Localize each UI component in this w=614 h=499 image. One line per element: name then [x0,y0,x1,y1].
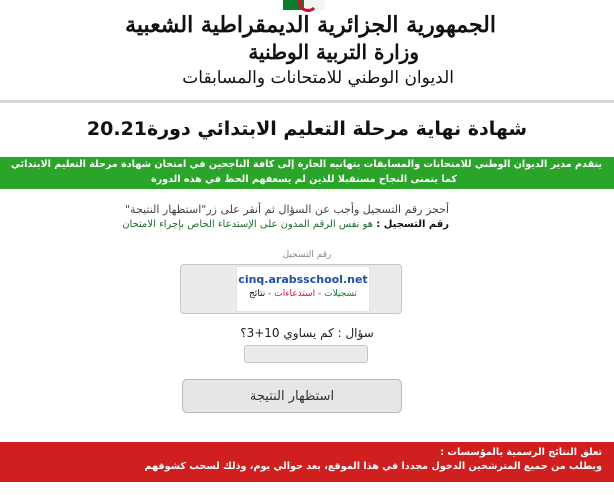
watermark-logo [236,266,370,312]
header-divider [0,100,614,103]
congrats-line-2: كما يتمنى النجاح مستقبلا للذين لم يسعفهم الحظ في هذه الدورة [150,174,457,185]
watermark-registrations: تسجيلات [324,289,357,299]
footer-line-2: ويطلب من جميع المترشحين الدخول مجددا في هذا الموقع، بعد حوالي يوم، وذلك لسحب كشوفهم [144,461,602,472]
header-republic: الجمهورية الجزائرية الديمقراطية الشعبية [125,12,496,38]
watermark-links [237,289,369,299]
watermark-convocations: استدعاءات [274,289,316,299]
captcha-question: سؤال : كم يساوي 10+3؟ [240,326,374,340]
congrats-line-1: يتقدم مدير الديوان الوطني للامتحانات والمسابقات بتهانيه الحارة إلى كافة الناجحين في امتحان شهادة مرحلة التعليم الابتدائي [10,159,602,170]
footer-line-1: تعلق النتائج الرسمية بالمؤسسات : [440,447,602,458]
watermark-results: نتائج [249,289,266,299]
algeria-flag-icon [283,0,325,10]
instructions-text: أحجز رقم التسجيل وأجب عن السؤال ثم أنقر على زر"استظهار النتيجة" [125,203,449,216]
page-title: شهادة نهاية مرحلة التعليم الابتدائي دورة20.21 [86,118,528,140]
captcha-answer-input[interactable] [244,345,368,363]
registration-note-label: رقم التسجيل : [376,219,449,230]
header-office: الديوان الوطني للامتحانات والمسابقات [182,68,454,88]
watermark-dash-2: - [268,289,272,299]
congrats-banner [0,157,614,189]
footer-banner [0,442,614,482]
header-ministry: وزارة التربية الوطنية [248,40,419,64]
watermark-site: cinq.arabsschool.net [238,273,368,286]
registration-label: رقم التسجيل [282,250,332,260]
show-result-button[interactable]: استظهار النتيجة [182,379,402,413]
watermark-dash-1: - [317,289,322,299]
registration-note-text: هو نفس الرقم المدون على الإستدعاء الخاص بإجراء الامتحان [122,219,374,230]
registration-note [122,219,449,230]
